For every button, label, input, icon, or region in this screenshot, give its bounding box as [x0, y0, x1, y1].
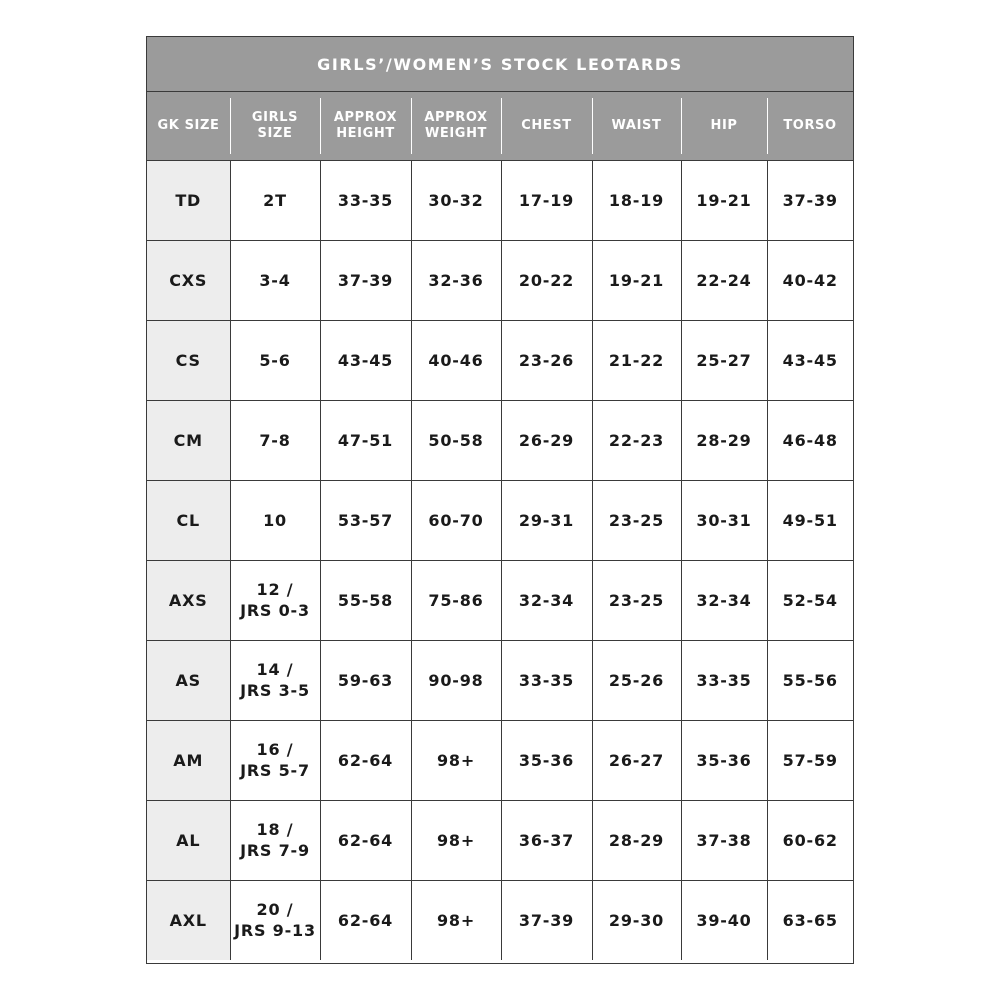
cell-hip: 37-38: [681, 800, 767, 880]
cell-approx-height: 62-64: [320, 720, 411, 800]
cell-torso: 37-39: [767, 160, 853, 240]
cell-approx-weight: 50-58: [411, 400, 501, 480]
cell-gk-size: AM: [147, 720, 230, 800]
cell-approx-weight: 75-86: [411, 560, 501, 640]
cell-chest: 17-19: [501, 160, 592, 240]
cell-approx-height: 53-57: [320, 480, 411, 560]
cell-girls-size: 14 / JRS 3-5: [230, 640, 320, 720]
cell-chest: 32-34: [501, 560, 592, 640]
size-chart: [146, 36, 854, 964]
cell-gk-size: AL: [147, 800, 230, 880]
cell-approx-weight: 30-32: [411, 160, 501, 240]
cell-approx-height: 33-35: [320, 160, 411, 240]
cell-torso: 49-51: [767, 480, 853, 560]
header-approx-weight: APPROX WEIGHT: [411, 92, 501, 160]
header-girls-size: GIRLS SIZE: [230, 92, 320, 160]
cell-girls-size: 7-8: [230, 400, 320, 480]
cell-waist: 22-23: [592, 400, 681, 480]
cell-approx-weight: 60-70: [411, 480, 501, 560]
cell-chest: 23-26: [501, 320, 592, 400]
cell-girls-size: 12 / JRS 0-3: [230, 560, 320, 640]
cell-approx-weight: 90-98: [411, 640, 501, 720]
cell-approx-height: 47-51: [320, 400, 411, 480]
cell-torso: 57-59: [767, 720, 853, 800]
cell-gk-size: CS: [147, 320, 230, 400]
cell-chest: 35-36: [501, 720, 592, 800]
header-row: [147, 92, 853, 160]
cell-waist: 21-22: [592, 320, 681, 400]
cell-hip: 25-27: [681, 320, 767, 400]
cell-chest: 20-22: [501, 240, 592, 320]
cell-gk-size: AS: [147, 640, 230, 720]
cell-girls-size: 10: [230, 480, 320, 560]
header-waist: WAIST: [592, 92, 681, 160]
cell-chest: 33-35: [501, 640, 592, 720]
cell-hip: 33-35: [681, 640, 767, 720]
cell-gk-size: AXL: [147, 880, 230, 960]
cell-torso: 60-62: [767, 800, 853, 880]
cell-waist: 26-27: [592, 720, 681, 800]
cell-waist: 23-25: [592, 560, 681, 640]
chart-title: GIRLS’/WOMEN’S STOCK LEOTARDS: [147, 37, 853, 92]
cell-gk-size: CM: [147, 400, 230, 480]
cell-approx-height: 43-45: [320, 320, 411, 400]
cell-torso: 43-45: [767, 320, 853, 400]
cell-hip: 32-34: [681, 560, 767, 640]
cell-torso: 55-56: [767, 640, 853, 720]
cell-torso: 63-65: [767, 880, 853, 960]
cell-approx-height: 59-63: [320, 640, 411, 720]
cell-girls-size: 5-6: [230, 320, 320, 400]
header-torso: TORSO: [767, 92, 853, 160]
cell-hip: 19-21: [681, 160, 767, 240]
cell-approx-weight: 40-46: [411, 320, 501, 400]
cell-waist: 29-30: [592, 880, 681, 960]
cell-hip: 28-29: [681, 400, 767, 480]
cell-gk-size: CL: [147, 480, 230, 560]
cell-waist: 28-29: [592, 800, 681, 880]
cell-approx-weight: 98+: [411, 800, 501, 880]
cell-approx-height: 62-64: [320, 800, 411, 880]
cell-waist: 18-19: [592, 160, 681, 240]
cell-girls-size: 2T: [230, 160, 320, 240]
table-row: [147, 720, 853, 800]
cell-girls-size: 3-4: [230, 240, 320, 320]
table-row: [147, 480, 853, 560]
cell-hip: 39-40: [681, 880, 767, 960]
cell-torso: 40-42: [767, 240, 853, 320]
header-gk-size: GK SIZE: [147, 92, 230, 160]
cell-girls-size: 20 / JRS 9-13: [230, 880, 320, 960]
header-approx-height: APPROX HEIGHT: [320, 92, 411, 160]
table-body: [147, 160, 853, 960]
table-row: [147, 400, 853, 480]
cell-approx-height: 62-64: [320, 880, 411, 960]
cell-chest: 37-39: [501, 880, 592, 960]
cell-hip: 30-31: [681, 480, 767, 560]
cell-girls-size: 16 / JRS 5-7: [230, 720, 320, 800]
table-row: [147, 560, 853, 640]
cell-chest: 26-29: [501, 400, 592, 480]
cell-gk-size: CXS: [147, 240, 230, 320]
cell-approx-height: 37-39: [320, 240, 411, 320]
cell-torso: 52-54: [767, 560, 853, 640]
cell-gk-size: TD: [147, 160, 230, 240]
header-chest: CHEST: [501, 92, 592, 160]
cell-gk-size: AXS: [147, 560, 230, 640]
table-row: [147, 800, 853, 880]
cell-approx-weight: 98+: [411, 880, 501, 960]
table-row: [147, 640, 853, 720]
table-row: [147, 880, 853, 960]
header-hip: HIP: [681, 92, 767, 160]
cell-torso: 46-48: [767, 400, 853, 480]
cell-chest: 29-31: [501, 480, 592, 560]
cell-approx-weight: 32-36: [411, 240, 501, 320]
cell-waist: 23-25: [592, 480, 681, 560]
cell-girls-size: 18 / JRS 7-9: [230, 800, 320, 880]
cell-hip: 22-24: [681, 240, 767, 320]
cell-hip: 35-36: [681, 720, 767, 800]
cell-approx-height: 55-58: [320, 560, 411, 640]
cell-waist: 19-21: [592, 240, 681, 320]
table-row: [147, 240, 853, 320]
table-row: [147, 320, 853, 400]
size-table: [147, 92, 853, 960]
cell-waist: 25-26: [592, 640, 681, 720]
table-row: [147, 160, 853, 240]
cell-approx-weight: 98+: [411, 720, 501, 800]
cell-chest: 36-37: [501, 800, 592, 880]
